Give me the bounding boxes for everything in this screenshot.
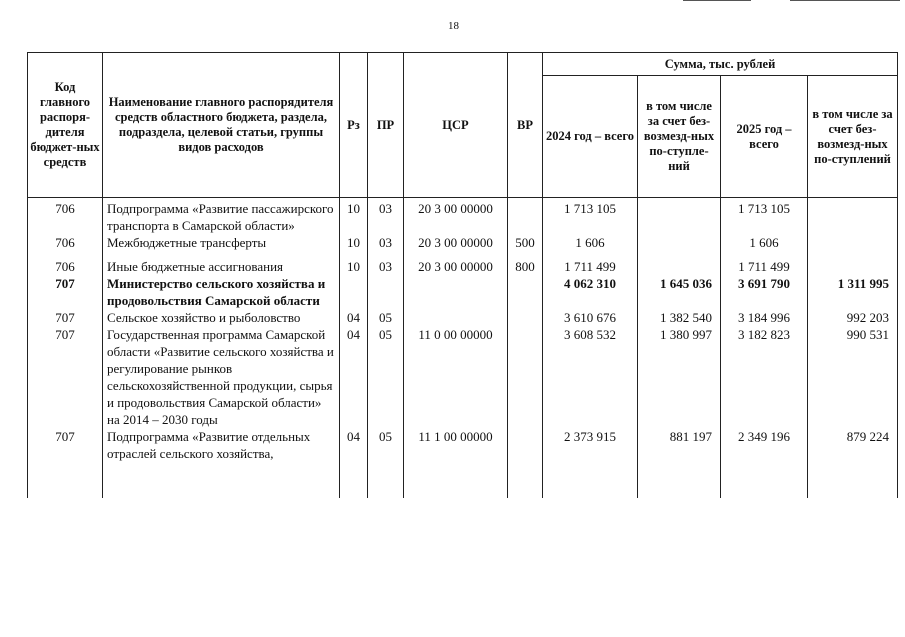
cell-code: 706 [28,258,103,275]
table-header [28,53,898,198]
cell-2025-free [808,258,898,275]
cell-2024-free: 1 645 036 [638,275,721,309]
header-rz: Рз [340,53,368,198]
cell-2024-total: 1 711 499 [543,258,638,275]
cell-2025-free: 1 311 995 [808,275,898,309]
cell-vr [508,275,543,309]
cell-2025-free: 990 531 [808,326,898,428]
cell-code: 706 [28,198,103,235]
cell-2025-free [808,198,898,235]
cell-vr [508,326,543,428]
header-csr: ЦСР [404,53,508,198]
cell-2025-free: 879 224 [808,428,898,498]
cell-2024-free [638,258,721,275]
table-row [28,309,898,326]
cell-2025-total: 3 184 996 [721,309,808,326]
cell-rz: 04 [340,428,368,498]
cell-pr: 05 [368,428,404,498]
cell-name: Подпрограмма «Развитие отдельных отраслей сельского хозяйства, [103,428,340,498]
page-number: 18 [448,20,459,32]
cell-code: 707 [28,326,103,428]
cell-pr [368,275,404,309]
cell-rz: 10 [340,234,368,258]
cell-csr: 20 3 00 00000 [404,234,508,258]
cell-name: Подпрограмма «Развитие пассажирского транспорта в Самарской области» [103,198,340,235]
cell-vr [508,198,543,235]
cell-2024-total: 4 062 310 [543,275,638,309]
cell-rz [340,275,368,309]
header-2025-free: в том числе за счет без-возмезд-ных по-ступлений [808,76,898,198]
cell-2025-total: 1 711 499 [721,258,808,275]
cell-2024-total: 2 373 915 [543,428,638,498]
cell-csr: 20 3 00 00000 [404,258,508,275]
cell-csr: 20 3 00 00000 [404,198,508,235]
cell-2025-total: 3 182 823 [721,326,808,428]
cell-pr: 05 [368,326,404,428]
cell-csr: 11 0 00 00000 [404,326,508,428]
cell-pr: 03 [368,198,404,235]
cell-2024-free: 1 382 540 [638,309,721,326]
table-row [28,428,898,498]
cell-name: Иные бюджетные ассигнования [103,258,340,275]
table-row [28,258,898,275]
cell-rz: 10 [340,198,368,235]
header-pr: ПР [368,53,404,198]
cell-2024-free: 881 197 [638,428,721,498]
cell-2024-free [638,234,721,258]
cell-rz: 10 [340,258,368,275]
header-code: Код главного распоря-дителя бюджет-ных средств [28,53,103,198]
cell-2025-free [808,234,898,258]
cell-2025-total: 1 606 [721,234,808,258]
cell-name: Министерство сельского хозяйства и продовольствия Самарской области [103,275,340,309]
header-2024-free: в том числе за счет без-возмезд-ных по-ступле-ний [638,76,721,198]
cell-name: Межбюджетные трансферты [103,234,340,258]
cell-2024-total: 3 608 532 [543,326,638,428]
table-row [28,275,898,309]
header-vr: ВР [508,53,543,198]
table-row [28,198,898,235]
cell-pr: 05 [368,309,404,326]
table-body [28,198,898,499]
cell-2024-total: 1 606 [543,234,638,258]
cell-rz: 04 [340,326,368,428]
budget-table [27,52,898,498]
cell-2024-free [638,198,721,235]
cell-vr [508,428,543,498]
cell-2024-total: 3 610 676 [543,309,638,326]
header-name: Наименование главного распорядителя средств областного бюджета, раздела, подраздела, целевой статьи, группы видов расходов [103,53,340,198]
cell-2025-free: 992 203 [808,309,898,326]
cell-name: Государственная программа Самарской области «Развитие сельского хозяйства и регулирование рынков сельскохозяйственной продукции, сырья и продовольствия Самарской области» на 2014 – 2030 годы [103,326,340,428]
cell-csr [404,275,508,309]
cell-code: 706 [28,234,103,258]
cell-name: Сельское хозяйство и рыболовство [103,309,340,326]
cell-vr [508,309,543,326]
table-row [28,234,898,258]
header-sum: Сумма, тыс. рублей [543,53,898,76]
header-2024-total: 2024 год – всего [543,76,638,198]
cell-vr: 500 [508,234,543,258]
cell-rz: 04 [340,309,368,326]
cell-2025-total: 1 713 105 [721,198,808,235]
cell-2025-total: 3 691 790 [721,275,808,309]
table-row [28,326,898,428]
cell-vr: 800 [508,258,543,275]
cell-pr: 03 [368,258,404,275]
cell-2024-free: 1 380 997 [638,326,721,428]
cell-code: 707 [28,275,103,309]
scan-edge-line [683,0,751,1]
cell-csr [404,309,508,326]
cell-csr: 11 1 00 00000 [404,428,508,498]
header-2025-total: 2025 год – всего [721,76,808,198]
cell-code: 707 [28,309,103,326]
cell-code: 707 [28,428,103,498]
cell-2025-total: 2 349 196 [721,428,808,498]
cell-pr: 03 [368,234,404,258]
cell-2024-total: 1 713 105 [543,198,638,235]
scan-edge-line [790,0,900,1]
